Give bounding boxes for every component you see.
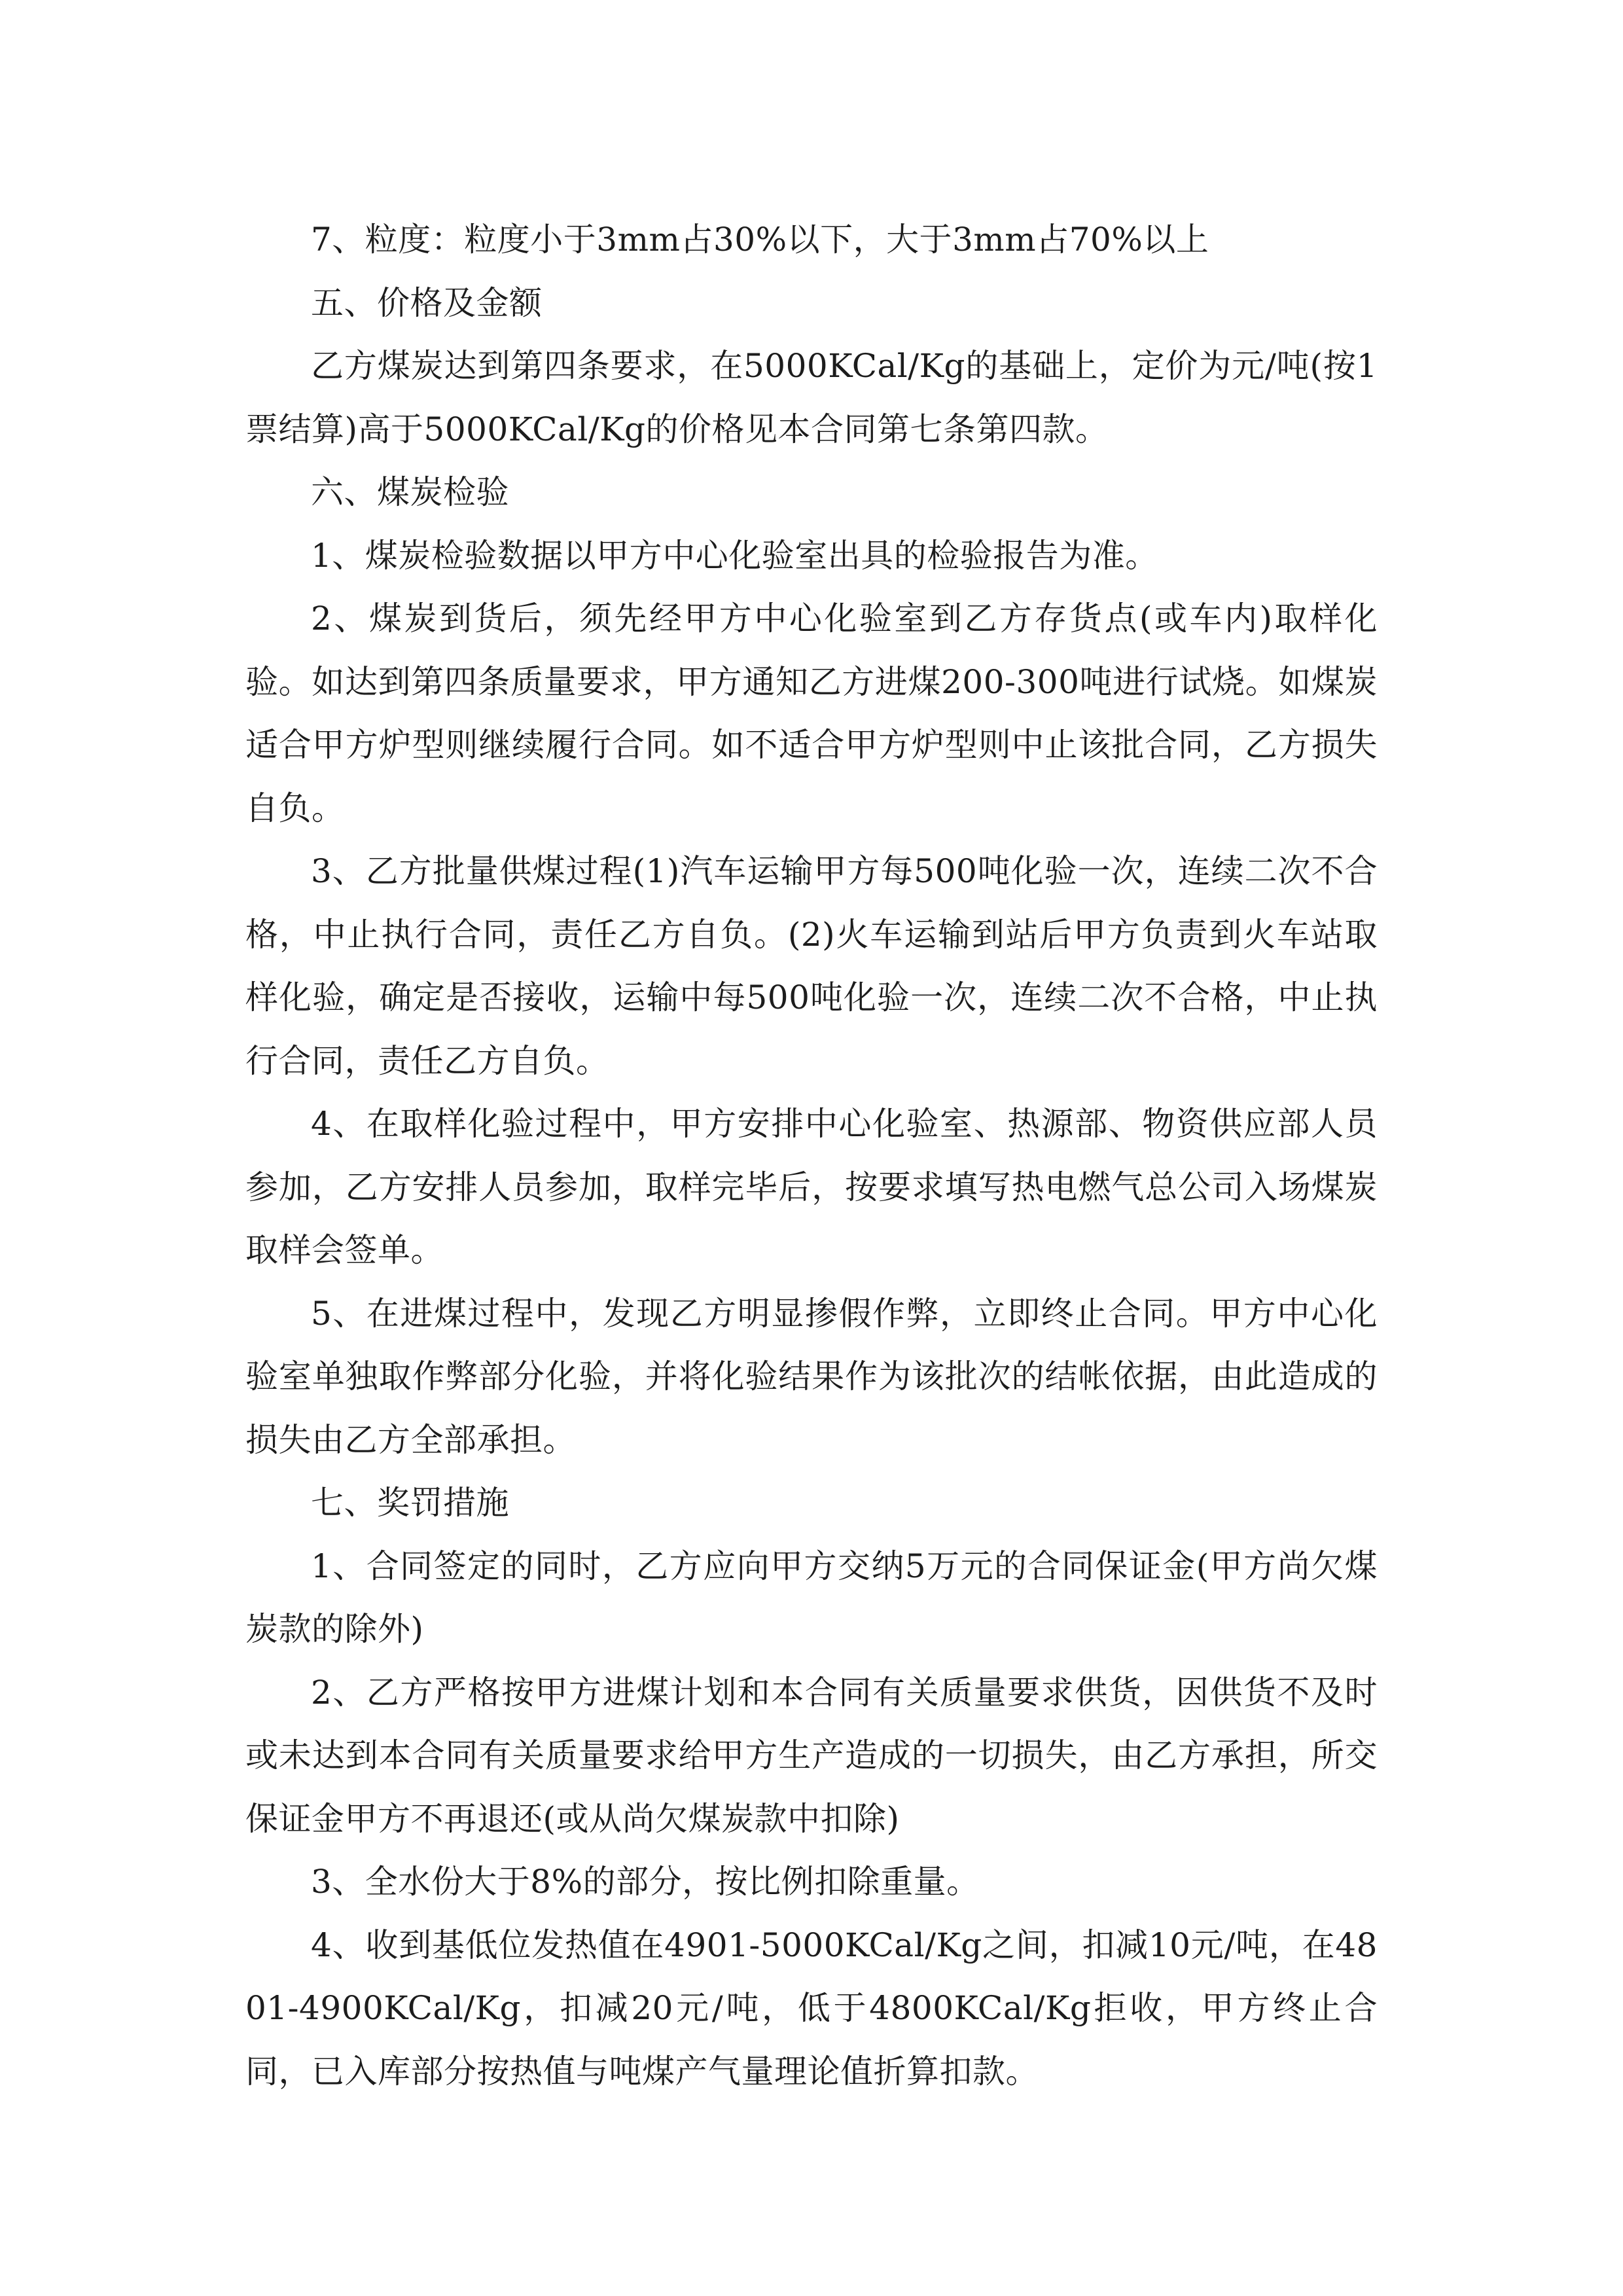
paragraph-price: 乙方煤炭达到第四条要求，在5000KCal/Kg的基础上，定价为元/吨(按1票结算)高于5000KCal/Kg的价格见本合同第七条第四款。 — [245, 347, 1378, 448]
paragraph-penalty-3: 3、全水份大于8%的部分，按比例扣除重量。 — [311, 1863, 980, 1901]
section-heading-rewards-penalties: 七、奖罚措施 — [311, 1484, 509, 1522]
paragraph-inspection-4: 4、在取样化验过程中，甲方安排中心化验室、热源部、物资供应部人员参加，乙方安排人员参加，取样完毕后，按要求填写热电燃气总公司入场煤炭取样会签单。 — [245, 1105, 1378, 1269]
paragraph-inspection-5: 5、在进煤过程中，发现乙方明显掺假作弊，立即终止合同。甲方中心化验室单独取作弊部分化验，并将化验结果作为该批次的结帐依据，由此造成的损失由乙方全部承担。 — [245, 1294, 1378, 1459]
document-body — [245, 208, 1378, 2103]
paragraph-inspection-1: 1、煤炭检验数据以甲方中心化验室出具的检验报告为准。 — [311, 536, 1158, 575]
section-heading-price: 五、价格及金额 — [311, 283, 543, 322]
paragraph-penalty-4: 4、收到基低位发热值在4901-5000KCal/Kg之间，扣减10元/吨，在4801-4900KCal/Kg，扣减20元/吨，低于4800KCal/Kg拒收，甲方终止合同，已入库部分按热值与吨煤产气量理论值折算扣款。 — [245, 1926, 1378, 2090]
paragraph-penalty-2: 2、乙方严格按甲方进煤计划和本合同有关质量要求供货，因供货不及时或未达到本合同有关质量要求给甲方生产造成的一切损失，由乙方承担，所交保证金甲方不再退还(或从尚欠煤炭款中扣除) — [245, 1673, 1378, 1838]
paragraph-inspection-2: 2、煤炭到货后，须先经甲方中心化验室到乙方存货点(或车内)取样化验。如达到第四条质量要求，甲方通知乙方进煤200-300吨进行试烧。如煤炭适合甲方炉型则继续履行合同。如不适合甲方炉型则中止该批合同，乙方损失自负。 — [245, 600, 1378, 827]
section-heading-inspection: 六、煤炭检验 — [311, 473, 509, 511]
paragraph-inspection-3: 3、乙方批量供煤过程(1)汽车运输甲方每500吨化验一次，连续二次不合格，中止执行合同，责任乙方自负。(2)火车运输到站后甲方负责到火车站取样化验，确定是否接收，运输中每500吨化验一次，连续二次不合格，中止执行合同，责任乙方自负。 — [245, 852, 1378, 1080]
paragraph-granularity: 7、粒度：粒度小于3mm占30%以下，大于3mm占70%以上 — [311, 221, 1209, 259]
paragraph-penalty-1: 1、合同签定的同时，乙方应向甲方交纳5万元的合同保证金(甲方尚欠煤炭款的除外) — [245, 1547, 1378, 1648]
